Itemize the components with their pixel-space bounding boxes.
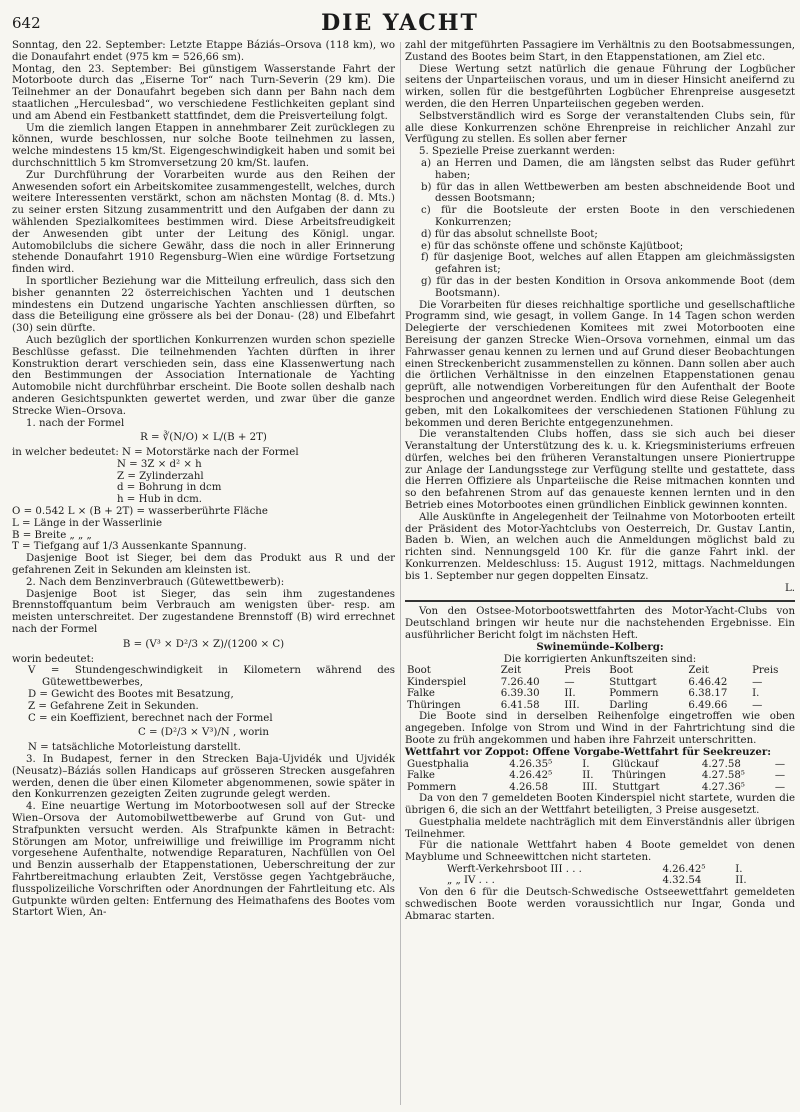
left-column <box>12 40 395 919</box>
definition-line: B = Breite „ „ „ <box>12 529 92 541</box>
formula-o: O = 0.542 L × (B + 2T) = wasserberührte Fläche <box>12 506 268 518</box>
paragraph: 3. In Budapest, ferner in den Strecken Baja-Ujvidék und Ujvidék (Neusatz)–Báziás sollen Handicaps auf grösseren Strecken ausgefahren werden, denen die über einen Kilometer abgenommenen, sowie später in den Konkurrenzen gezeigten Zeiten zugrunde gelegt werden. <box>12 754 395 801</box>
table-header: Boot <box>609 665 634 677</box>
page-number: 642 <box>12 14 41 32</box>
table-cell: 6.38.17 <box>688 688 728 700</box>
table-cell: Pommern <box>407 781 457 793</box>
table-cell: 4.27.58 <box>701 758 741 770</box>
table-cell: Falke <box>407 688 435 700</box>
table-caption: Die korrigierten Ankunftszeiten sind: <box>503 653 697 665</box>
list-item: a) an Herren und Damen, die am längsten selbst das Ruder geführt haben; <box>421 157 795 181</box>
running-head: DIE YACHT <box>321 10 479 36</box>
table-cell: 6.39.30 <box>500 688 540 700</box>
table-cell: Thüringen <box>407 699 461 711</box>
table-cell: III. <box>582 781 598 793</box>
definition-line: Z = Gefahrene Zeit in Sekunden. <box>28 700 199 712</box>
table-cell: — <box>752 676 763 688</box>
definition-line: h = Hub in dcm. <box>117 494 202 506</box>
table-cell: „ „ IV . . . <box>447 875 495 887</box>
subheading: Swinemünde–Kolberg: <box>536 640 664 653</box>
table-cell: I. <box>582 758 590 770</box>
paragraph: Für die nationale Wettfahrt haben 4 Boote gemeldet von denen Mayblume und Schneewittchen nicht starteten. <box>405 840 795 864</box>
formula-b: B = (V³ × D²/3 × Z)/(1200 × C) <box>122 638 285 650</box>
table-header-row <box>405 665 795 677</box>
paragraph: Von den 6 für die Deutsch-Schwedische Ostseewettfahrt gemeldeten schwedischen Boote werden voraussichtlich nur Ingar, Gonda und Abmarac starten. <box>405 886 795 922</box>
paragraph: Selbstverständlich wird es Sorge der veranstaltenden Clubs sein, für alle diese Konkurrenzen schöne Ehrenpreise in reichlicher Anzahl zur Verfügung zu stellen. Es sollen aber ferner <box>405 110 795 146</box>
table-row <box>405 677 795 689</box>
paragraph: Um die ziemlich langen Etappen in annehmbarer Zeit zurücklegen zu können, wurde beschlossen, nur solche Boote teilnehmen zu lassen, welche mindestens 15 km/St. Eigengeschwindigkeit haben und somit bei durchschnittlich 5 km Stromversetzung 20 km/St. laufen. <box>12 122 395 169</box>
table-header: Preis <box>752 665 779 677</box>
table-cell: — <box>774 781 786 793</box>
table-row <box>405 782 795 794</box>
definition-line: Z = Zylinderzahl <box>117 470 204 482</box>
paragraph: Alle Auskünfte in Angelegenheit der Teilnahme von Motorbooten erteilt der Präsident des Motor-Yachtclubs von Oesterreich, Dr. Gustav Lantin, Baden b. Wien, an welchen auch die Anmeldungen möglichst bald zu richten sind. Nennungsgeld 100 Kr. für die ganze Fahrt inkl. der Konkurrenzen. Meldeschluss: 15. August 1912, mittags. Nachmeldungen bis 1. September nur gegen doppelten Einsatz. <box>405 511 795 582</box>
definition-line: N = tatsächliche Motorleistung darstellt. <box>28 742 241 754</box>
table-cell: Werft-Verkehrsboot III . . . <box>447 863 582 875</box>
table-cell: Glückauf <box>612 758 659 770</box>
paragraph: Guestphalia meldete nachträglich mit dem Einverständnis aller übrigen Teilnehmer. <box>405 816 795 840</box>
right-column <box>405 40 795 922</box>
table-cell: II. <box>564 688 576 700</box>
table-cell: 4.26.42⁵ <box>509 770 553 782</box>
table-row <box>405 700 795 712</box>
table-cell: Darling <box>609 699 648 711</box>
table-cell: 4.32.54 <box>662 875 702 887</box>
paragraph: Da von den 7 gemeldeten Booten Kinderspiel nicht startete, wurden die übrigen 6, die sich an der Wettfahrt beteiligten, 3 Preise ausgesetzt. <box>405 793 795 816</box>
table-cell: 6.49.66 <box>688 699 728 711</box>
list-item: g) für das in der besten Kondition in Orsova ankommende Boot (dem Bootsmann). <box>421 275 795 299</box>
table-cell: Thüringen <box>612 770 666 782</box>
table-cell: 4.27.58⁵ <box>701 770 745 782</box>
table-cell: 6.46.42 <box>688 676 728 688</box>
table-cell: Stuttgart <box>612 781 660 793</box>
table-header: Boot <box>407 665 431 677</box>
table-header: Zeit <box>688 665 709 677</box>
table-cell: 7.26.40 <box>500 676 540 688</box>
paragraph: Die Vorarbeiten für dieses reichhaltige sportliche und gesellschaftliche Programm sind, wie gesagt, in vollem Gange. In 14 Tagen schon werden Delegierte der verschiedenen Komitees mit zwei Motorbooten eine Bereisung der ganzen Strecke Wien–Orsova vornehmen, einmal um das Fahrwasser genau kennen zu lernen und auf Grund dieser Beobachtungen einen Streckenbericht zusammenstellen zu können. Dann sollen aber auch die örtlichen Verhältnisse in den einzelnen Etappenstationen genau geprüft, alle notwendigen Vorbereitungen für den Aufenthalt der Boote besprochen und angeordnet werden. Endlich wird diese Reise Gelegenheit geben, mit den Lokalkomitees der verschiedenen Stationen Fühlung zu bekommen und deren Berichte entgegenzunehmen. <box>405 299 795 429</box>
paragraph: Sonntag, den 22. September: Letzte Etappe Báziás–Orsova (118 km), wo die Donaufahrt endet (975 km = 526,66 sm). <box>12 40 395 63</box>
list-heading: 2. Nach dem Benzinverbrauch (Gütewettbewerb): <box>26 576 285 588</box>
table-cell: — <box>564 676 575 688</box>
table-cell: Stuttgart <box>609 676 657 688</box>
formula-n: N = 3Z × d² × h <box>117 458 202 470</box>
table-cell: I. <box>752 688 760 700</box>
definition-line: T = Tiefgang auf 1/3 Aussenkante Spannung. <box>12 541 247 553</box>
list-item: f) für dasjenige Boot, welches auf allen Etappen am gleichmässigsten gefahren ist; <box>421 252 795 276</box>
paragraph: Montag, den 23. September: Bei günstigem Wasserstande Fahrt der Motorboote durch das „Eiserne Tor“ nach Turn-Severin (29 km). Die Teilnehmer an der Donaufahrt begeben sich dann per Bahn nach dem staatlichen „Herculesbad“, wo verschiedene Festlichkeiten geplant sind und am Abend ein Festbankett stattfindet, dem die Preisverteilung folgt. <box>12 63 395 122</box>
table-cell: 4.26.42⁵ <box>662 863 706 875</box>
author-initial: L. <box>784 582 795 594</box>
definition-line: in welcher bedeutet: N = Motorstärke nach der Formel <box>12 447 299 459</box>
subheading: Wettfahrt vor Zoppot: Offene Vorgabe-Wettfahrt für Seekreuzer: <box>405 745 771 758</box>
formula-r: R = ∛(N/O) × L/(B + 2T) <box>140 432 267 444</box>
table-cell: Falke <box>407 770 435 782</box>
table-header: Zeit <box>500 665 522 677</box>
results-table-national <box>445 864 757 887</box>
paragraph: Zur Durchführung der Vorarbeiten wurde aus den Reihen der Anwesenden sofort ein Arbeitskomitee zusammengestellt, welches, durch weitere Interessenten verstärkt, schon am nächsten Montag (8. d. Mts.) zu seiner ersten Sitzung zusammentritt und den Aufgaben der dann zu wählenden Spezialkomitees bestimmen wird. Diese Arbeitsfreudigkeit der Anwesenden gibt unter der Leitung des Königl. ungar. Automobilclubs die sichere Gewähr, dass die noch in aller Erinnerung stehende Donaufahrt 1910 Regensburg–Wien eine würdige Fortsetzung finden wird. <box>12 169 395 276</box>
definition-line: C = ein Koeffizient, berechnet nach der Formel <box>28 712 273 724</box>
list-item: b) für das in allen Wettbewerben am besten abschneidende Boot und dessen Bootsmann; <box>421 181 795 205</box>
list-item: e) für das schönste offene und schönste Kajütboot; <box>421 240 684 252</box>
table-cell: 4.26.58 <box>509 781 549 793</box>
paragraph: Die veranstaltenden Clubs hoffen, dass sie sich auch bei dieser Veranstaltung der Unterstützung des k. u. k. Kriegsministeriums erfreuen dürfen, welches bei den früheren Veranstaltungen unsere Pioniertruppe zur Anlage der Landungsstege zur Verfügung stellte und gestattete, dass die Herren Offiziere als Unparteiische die Reise mitmachen konnten und so den befahrenen Strom auf das genaueste kennen lernten und in den Betrieb eines Motorbootes einen gründlichen Einblick gewinnen konnten. <box>405 429 795 512</box>
table-cell: III. <box>564 699 580 711</box>
paragraph: 4. Eine neuartige Wertung im Motorbootwesen soll auf der Strecke Wien–Orsova der Automobilwettbewerbe auf Grund von Gut- und Strafpunkten versucht werden. Als Strafpunkte kämen in Betracht: Störungen am Motor, unfreiwillige und freiwillige im Programm nicht vorgesehene Aufenthalte, notwendige Reparaturen, Nachfüllen von Oel und Benzin ausserhalb der Etappenstationen, Ueberschreitung der zur Fahrtbereitmachung erlaubten Zeit, Verstösse gegen Yachtgebräuche, flusspolizeiliche Vorschriften oder Anordnungen der Fahrtleitung etc. Als Gutpunkte würden gelten: Entfernung des Heimathafens des Bootes vom Startort Wien, An- <box>12 801 395 919</box>
table-row <box>445 864 757 876</box>
table-row <box>405 759 795 771</box>
section-divider <box>405 600 795 602</box>
paragraph: Die Boote sind in derselben Reihenfolge eingetroffen wie oben angegeben. Infolge von Strom und Wind in der Fahrtrichtung sind die Boote zu früh angekommen und haben ihre Fahrzeit unterschritten. <box>405 711 795 747</box>
results-table-zoppot <box>405 759 795 794</box>
results-table-kolberg <box>405 665 795 711</box>
table-cell: II. <box>735 875 747 887</box>
table-cell: 4.27.36⁵ <box>701 781 745 793</box>
table-cell: 6.41.58 <box>500 699 540 711</box>
definition-line: d = Bohrung in dcm <box>117 482 222 494</box>
definition-line: worin bedeutet: <box>12 653 95 665</box>
paragraph: Diese Wertung setzt natürlich die genaue Führung der Logbücher seitens der Unparteiischen voraus, und um in dieser Hinsicht aneifernd zu wirken, sollen für die bestgeführten Logbücher Ehrenpreise ausgesetzt werden, die den Herren Unparteiischen gegeben werden. <box>405 63 795 110</box>
table-cell: Kinderspiel <box>407 676 467 688</box>
formula-c: C = (D²/3 × V³)/N , worin <box>138 727 269 739</box>
table-row <box>405 688 795 700</box>
table-cell: — <box>752 699 763 711</box>
table-cell: I. <box>735 863 743 875</box>
column-rule <box>400 42 401 1105</box>
table-cell: 4.26.35⁵ <box>509 758 553 770</box>
table-cell: Pommern <box>609 688 659 700</box>
list-heading: 5. Spezielle Preise zuerkannt werden: <box>419 146 616 158</box>
paragraph: Dasjenige Boot ist Sieger, bei dem das Produkt aus R und der gefahrenen Zeit in Sekunden am kleinsten ist. <box>12 553 395 577</box>
table-cell: — <box>774 758 786 770</box>
table-row <box>405 770 795 782</box>
paragraph: Dasjenige Boot ist Sieger, das sein ihm zugestandenes Brennstoffquantum beim Verbrauch am wenigsten über- resp. am meisten unterschreitet. Der zugestandene Brennstoff (B) wird errechnet nach der Formel <box>12 588 395 636</box>
table-header: Preis <box>564 665 591 677</box>
list-heading: 1. nach der Formel <box>26 417 125 429</box>
table-row <box>445 875 757 887</box>
definition-line: D = Gewicht des Bootes mit Besatzung, <box>28 689 234 701</box>
paragraph: Auch bezüglich der sportlichen Konkurrenzen wurden schon spezielle Beschlüsse gefasst. Die teilnehmenden Yachten dürften in ihrer Konstruktion derart verschieden sein, dass eine Klassenwertung nach den Bestimmungen der Association Internationale de Yachting Automobile nicht durchführbar erscheint. Die Boote sollen deshalb nach anderen Gesichtspunkten gewertet werden, und zwar über die ganze Strecke Wien–Orsova. <box>12 334 395 417</box>
table-cell: II. <box>582 770 594 782</box>
definition-line: V = Stundengeschwindigkeit in Kilometern während des Gütewettbewerbes, <box>28 665 395 689</box>
paragraph: In sportlicher Beziehung war die Mitteilung erfreulich, dass sich den bisher genannten 22 österreichischen Yachten und 1 deutschen mindestens ein Dutzend ungarische Yachten anschliessen dürften, so dass die Beteiligung eine grössere als bei der Donau- (28) und Elbefahrt (30) sein dürfte. <box>12 275 395 335</box>
paragraph: zahl der mitgeführten Passagiere im Verhältnis zu den Bootsabmessungen, Zustand des Bootes beim Start, in den Etappenstationen, am Ziel etc. <box>405 40 795 63</box>
table-cell: — <box>774 770 786 782</box>
list-item: d) für das absolut schnellste Boot; <box>421 228 598 240</box>
table-cell: Guestphalia <box>407 758 469 770</box>
paragraph: Von den Ostsee-Motorbootswettfahrten des Motor-Yacht-Clubs von Deutschland bringen wir heute nur die nachstehenden Ergebnisse. Ein ausführlicher Bericht folgt im nächsten Heft. <box>405 606 795 642</box>
list-item: c) für die Bootsleute der ersten Boote in den verschiedenen Konkurrenzen; <box>421 205 795 228</box>
definition-line: L = Länge in der Wasserlinie <box>12 517 163 529</box>
